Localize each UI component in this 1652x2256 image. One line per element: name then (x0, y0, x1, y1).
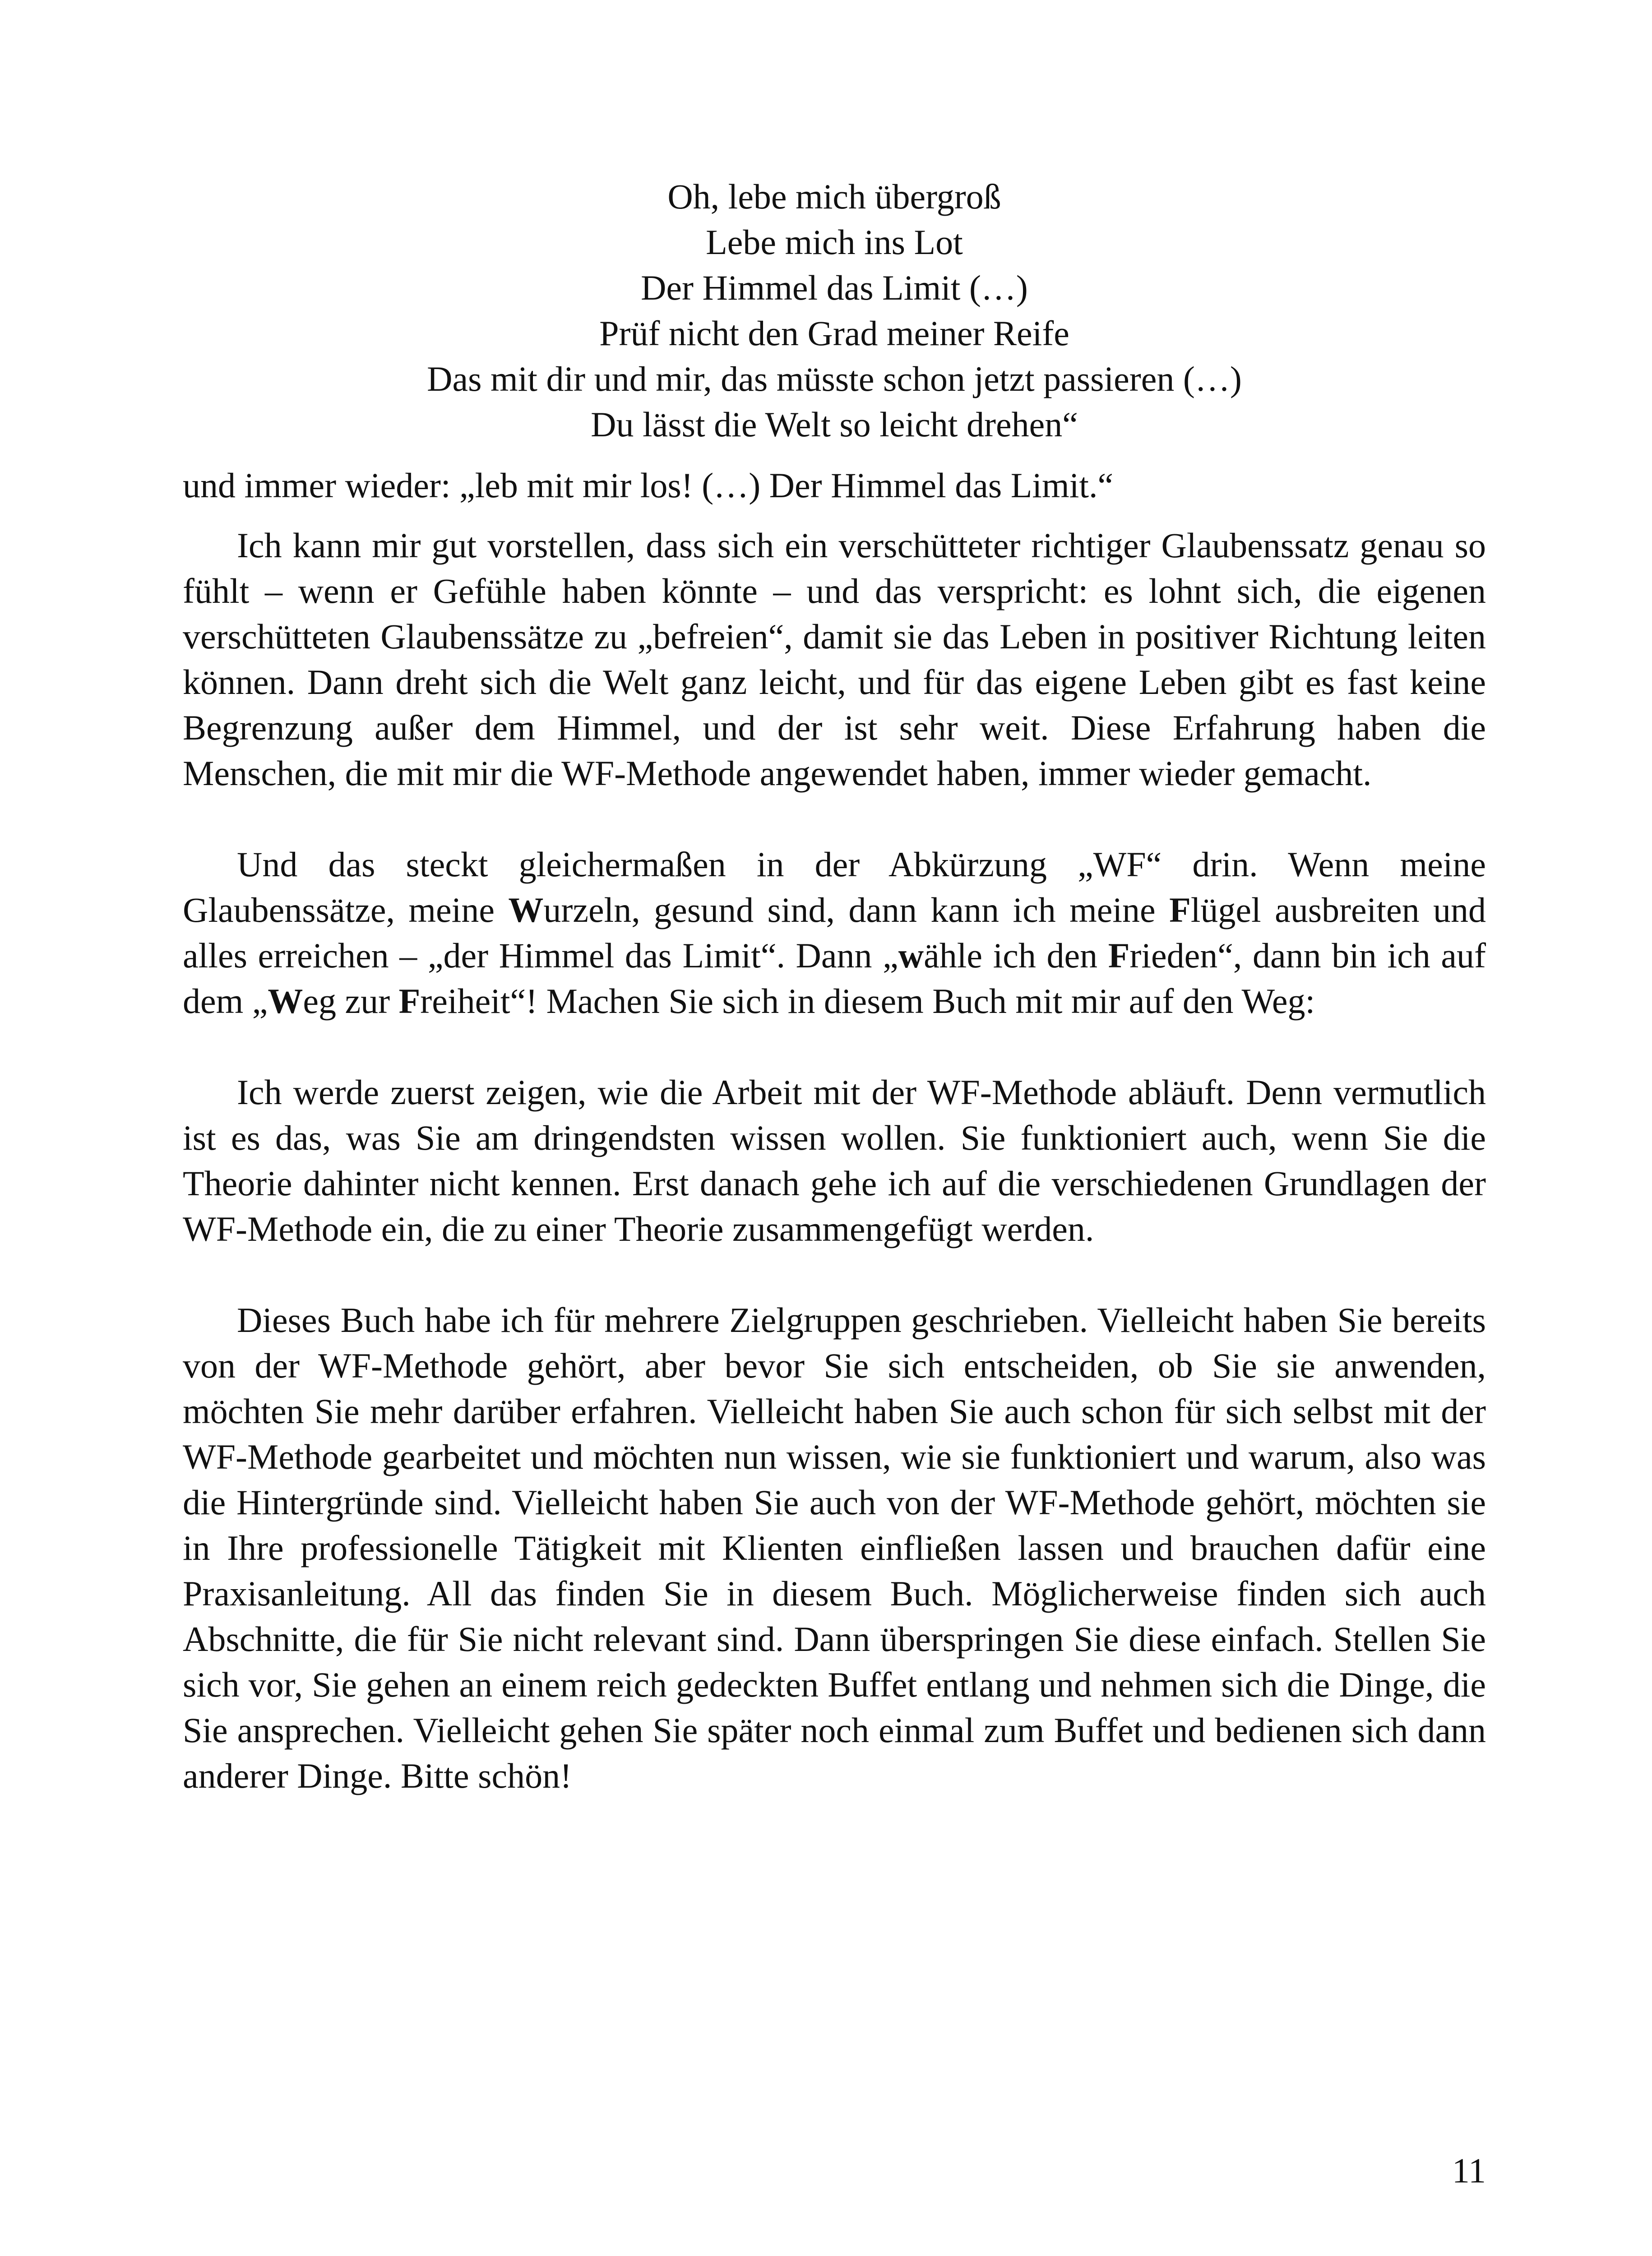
page-body (183, 174, 1486, 1798)
paragraph-2-text: lügel ausbreiten und alles erreichen – „der Himmel das Limit“. Dann „ (183, 890, 1486, 975)
song-line: Lebe mich ins Lot (706, 222, 963, 262)
emphasis-letter: F (1169, 890, 1191, 929)
paragraph-2-text: eg zur (303, 981, 399, 1021)
paragraph-3: Ich werde zuerst zeigen, wie die Arbeit mit der WF-Methode abläuft. Denn vermutlich ist es das, was Sie am dringendsten wissen wollen. Sie funktioniert auch, wenn Sie die Theorie dahinter nicht kennen. Erst danach gehe ich auf die verschiedenen Grundlagen der WF-Methode ein, die zu einer Theorie zusammengefügt werden. (183, 1073, 1486, 1248)
paragraph-4: Dieses Buch habe ich für mehrere Zielgruppen geschrieben. Vielleicht haben Sie bereits von der WF-Methode gehört, aber bevor Sie sich entscheiden, ob Sie sie anwenden, möchten Sie mehr darüber erfahren. Vielleicht haben Sie auch schon für sich selbst mit der WF-Methode gearbeitet und möchten nun wissen, wie sie funktioniert und warum, also was die Hintergründe sind. Vielleicht haben Sie auch von der WF-Methode gehört, möchten sie in Ihre professionelle Tätigkeit mit Klienten einfließen lassen und brauchen dafür eine Praxisanleitung. All das finden Sie in diesem Buch. Möglicherweise finden sich auch Abschnitte, die für Sie nicht relevant sind. Dann überspringen Sie diese einfach. Stellen Sie sich vor, Sie gehen an einem reich gedeckten Buffet entlang und nehmen sich die Dinge, die Sie ansprechen. Vielleicht gehen Sie später noch einmal zum Buffet und bedienen sich dann anderer Dinge. Bitte schön! (183, 1300, 1486, 1795)
emphasis-letter: F (398, 981, 421, 1021)
song-quote (183, 174, 1486, 447)
paragraph-2-text: ähle ich den (924, 936, 1108, 975)
paragraph-2-text: urzeln, gesund sind, dann kann ich meine (543, 890, 1170, 929)
paragraph-2-text: reiheit“! Machen Sie sich in diesem Buch mit mir auf den Weg: (420, 981, 1315, 1021)
song-line: Oh, lebe mich übergroß (667, 177, 1001, 216)
emphasis-letter: W (268, 981, 303, 1021)
emphasis-letter: W (508, 890, 544, 929)
emphasis-letter: w (898, 936, 924, 975)
emphasis-letter: F (1108, 936, 1130, 975)
song-line: Das mit dir und mir, das müsste schon jetzt passieren (…) (427, 359, 1242, 398)
paragraph-2-text: rieden“, dann bin ich auf dem „ (183, 936, 1486, 1021)
paragraph-2-text: Und das steckt gleichermaßen in der Abkürzung „WF“ drin. Wenn meine Glaubenssätze, meine (183, 845, 1486, 929)
page-number: 11 (1452, 2151, 1486, 2190)
paragraph-2 (183, 841, 1486, 1024)
song-line: Prüf nicht den Grad meiner Reife (599, 314, 1069, 353)
paragraph-1: Ich kann mir gut vorstellen, dass sich ein verschütteter richtiger Glaubenssatz genau so fühlt – wenn er Gefühle haben könnte – und das verspricht: es lohnt sich, die eigenen verschütteten Glaubenssätze zu „befreien“, damit sie das Leben in positiver Richtung leiten können. Dann dreht sich die Welt ganz leicht, und für das eigene Leben gibt es fast keine Begrenzung außer dem Himmel, und der ist sehr weit. Diese Erfahrung haben die Menschen, die mit mir die WF-Methode angewendet haben, immer wieder gemacht. (183, 526, 1486, 793)
quote-continuation: und immer wieder: „leb mit mir los! (…) Der Himmel das Limit.“ (183, 466, 1114, 505)
song-line: Der Himmel das Limit (…) (641, 268, 1028, 307)
song-line: Du lässt die Welt so leicht drehen“ (591, 405, 1078, 444)
